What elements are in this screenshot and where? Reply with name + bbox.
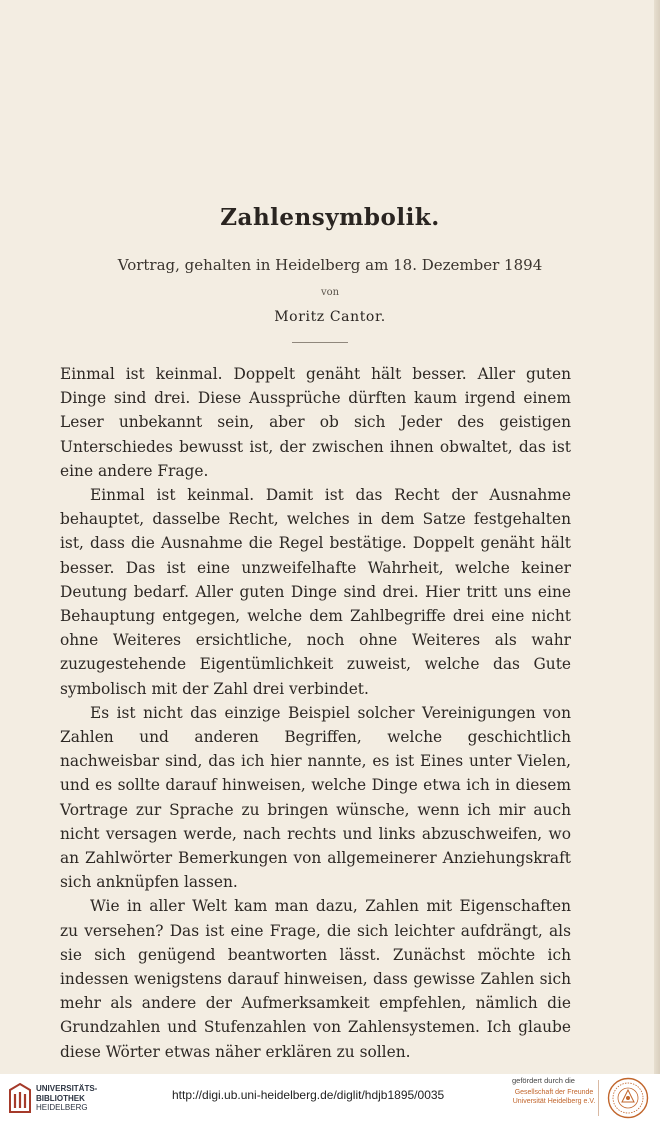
- society-name[interactable]: [512, 1088, 596, 1106]
- title-divider: [292, 342, 348, 343]
- paragraph-1: Einmal ist keinmal. Doppelt genäht hält besser. Aller guten Dinge sind drei. Diese Aussprüche dürften kaum irgend einem Leser unbekannt sein, aber ob sich Jeder des geistigen Unterschiedes bewusst ist, der zwischen ihnen obwaltet, das ist eine andere Frage.: [60, 365, 571, 480]
- society-line-1: Gesellschaft der Freunde: [514, 1089, 594, 1096]
- page-title: Zahlensymbolik.: [220, 204, 440, 231]
- lecture-subtitle: Vortrag, gehalten in Heidelberg am 18. Dezember 1894: [117, 256, 543, 274]
- library-line-1: UNIVERSITÄTS-: [36, 1084, 98, 1093]
- footer-divider: [598, 1080, 599, 1116]
- footer-bar: [0, 1074, 660, 1121]
- author-name: Moritz Cantor.: [274, 309, 386, 325]
- library-line-3: HEIDELBERG: [36, 1103, 88, 1112]
- body-text: [60, 362, 571, 1064]
- page-edge: [654, 0, 660, 1074]
- library-name: [36, 1084, 97, 1113]
- paragraph-4: Wie in aller Welt kam man dazu, Zahlen mit Eigenschaften zu versehen? Das ist eine Frage, die sich leichter aufdrängt, als sie sich genügend beantworten lässt. Zunächst möchte ich indessen wenigstens darauf hinweisen, dass gewisse Zahlen sich mehr als andere der Aufmerksamkeit empfehlen, nämlich die Grundzahlen und Stufenzahlen von Zahlensystemen. Ich glaube diese Wörter etwas näher erklären zu sollen.: [60, 897, 571, 1061]
- library-line-2: BIBLIOTHEK: [36, 1093, 85, 1103]
- society-line-2: Universität Heidelberg e.V.: [512, 1098, 596, 1105]
- paragraph-3: Es ist nicht das einzige Beispiel solcher Vereinigungen von Zahlen und anderen Begriffen, welche geschichtlich nachweisbar sind, das ich hier nannte, es ist Eines unter Vielen, und es sollte darauf hinweisen, welche Dinge etwa ich in diesem Vortrage zur Sprache zu bringen wünsche, wenn ich mir auch nicht versagen werde, nach rechts und links abzuschweifen, wo an Zahlwörter Bemerkungen von allgemeinerer Anziehungskraft sich anknüpfen lassen.: [60, 703, 571, 892]
- university-seal-icon: [607, 1077, 649, 1119]
- library-logo-icon[interactable]: [8, 1082, 32, 1114]
- paragraph-2: Einmal ist keinmal. Damit ist das Recht der Ausnahme behauptet, dasselbe Recht, welches in dem Satze festgehalten ist, dass die Ausnahme die Regel bestätige. Doppelt genäht hält besser. Das ist eine unzweifelhafte Wahrheit, welche keiner Deutung bedarf. Aller guten Dinge sind drei. Hier tritt uns eine Behauptung entgegen, welche dem Zahlbegriffe drei eine nicht ohne Weiteres ersichtliche, noch ohne Weiteres als wahr zuzugestehende Eigentümlichkeit zuweist, welche das Gute symbolisch mit der Zahl drei verbindet.: [60, 486, 571, 698]
- funded-by-label: gefördert durch die: [512, 1076, 575, 1085]
- permalink-url[interactable]: http://digi.ub.uni-heidelberg.de/diglit/hdjb1895/0035: [172, 1088, 445, 1102]
- by-line: von: [320, 287, 340, 298]
